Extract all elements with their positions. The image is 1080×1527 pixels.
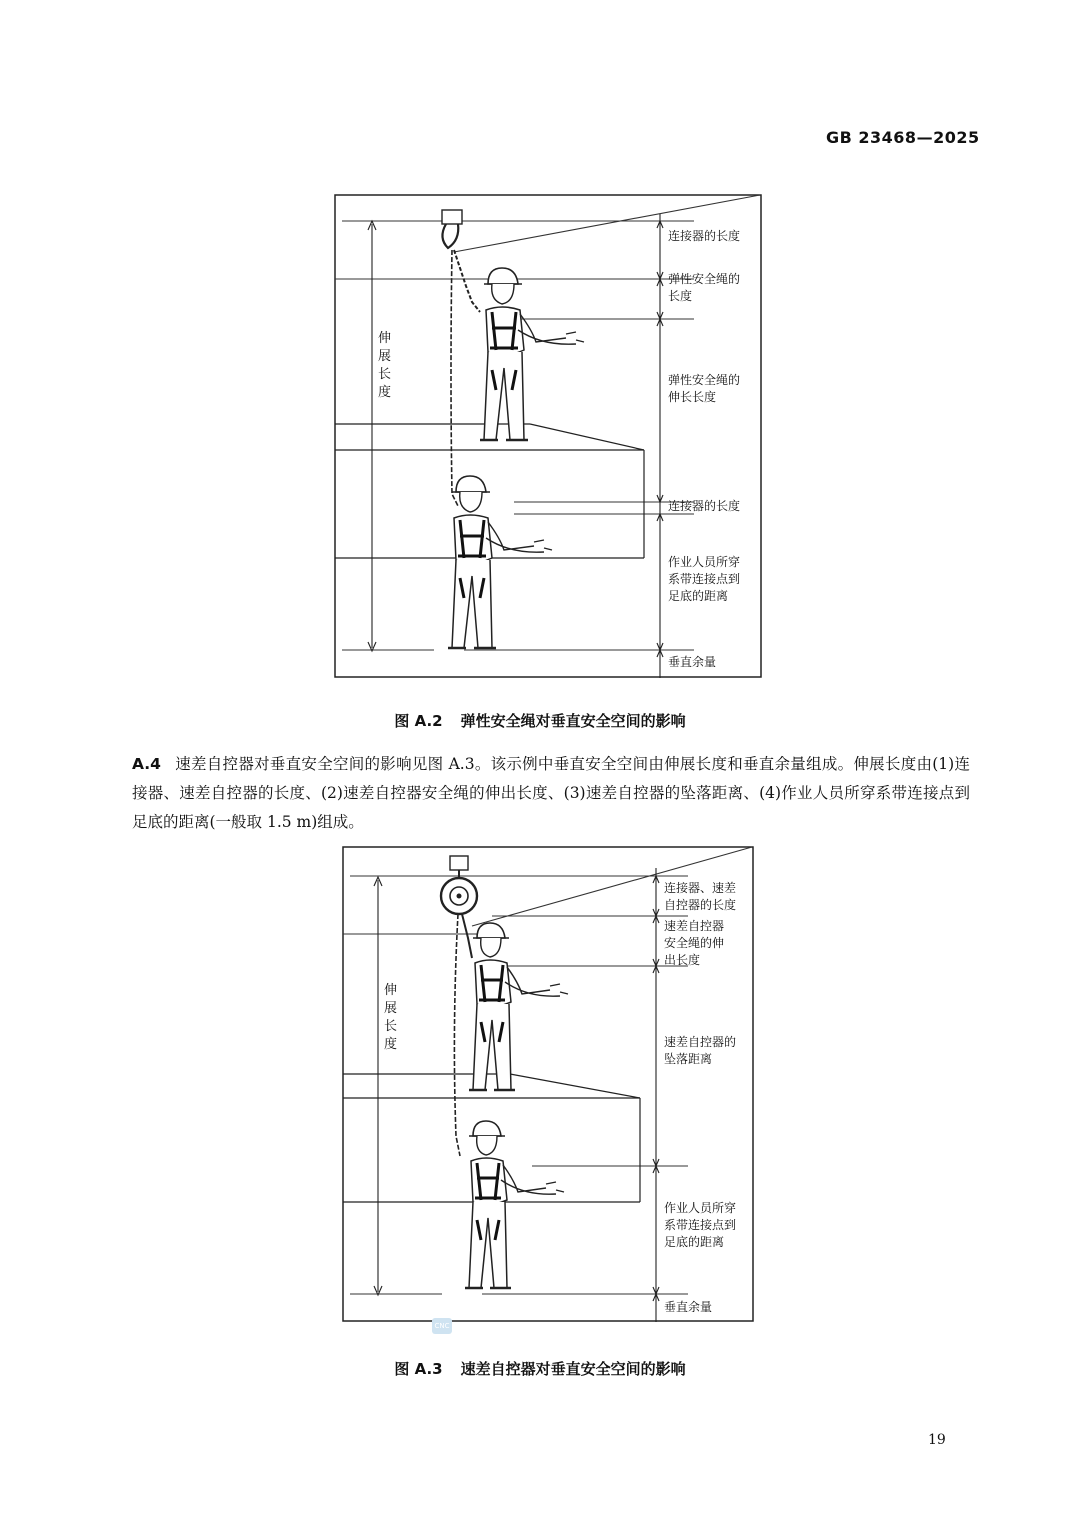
figure-a3-caption-number: 图 A.3	[394, 1360, 443, 1378]
a2-label-rope-length: 弹性安全绳的 长度	[668, 272, 741, 303]
figure-a3-caption	[0, 1358, 1080, 1379]
figure-a2-caption-title: 弹性安全绳对垂直安全空间的影响	[460, 712, 686, 730]
a3-label-vertical-margin: 垂直余量	[664, 1300, 713, 1314]
figure-a2-drawing	[334, 194, 762, 678]
a2-label-rope-elongation: 弹性安全绳的 伸长长度	[668, 373, 741, 404]
figure-a2-caption-number: 图 A.2	[394, 712, 443, 730]
paragraph-a4	[132, 750, 970, 837]
figure-a3-caption-title: 速差自控器对垂直安全空间的影响	[460, 1360, 686, 1378]
a3-label-fall-distance: 速差自控器的 坠落距离	[664, 1035, 737, 1066]
figure-a2	[334, 194, 762, 678]
standard-code: GB 23468—2025	[826, 128, 980, 147]
clause-number: A.4	[132, 755, 161, 773]
a2-label-connector-length-2: 连接器的长度	[668, 499, 741, 513]
paragraph-a4-text: 速差自控器对垂直安全空间的影响见图 A.3。该示例中垂直安全空间由伸展长度和垂直余量组成。伸展长度由(1)连接器、速差自控器的长度、(2)速差自控器安全绳的伸出长度、(3)速差自控器的坠落距离、(4)作业人员所穿系带连接点到足底的距离(一般取 1.5 m)组成。	[132, 755, 970, 831]
a3-label-rope-extension: 速差自控器 安全绳的伸 出长度	[664, 919, 725, 967]
a3-extension-length-label: 伸 展 长 度	[384, 983, 398, 1052]
page-number: 19	[928, 1432, 946, 1448]
a3-label-connector-device-length: 连接器、速差 自控器的长度	[664, 881, 737, 912]
watermark-logo: CNC	[432, 1318, 452, 1334]
a2-label-vertical-margin: 垂直余量	[668, 655, 717, 669]
a2-label-harness-to-foot: 作业人员所穿 系带连接点到 足底的距离	[668, 555, 741, 603]
figure-a2-caption	[0, 710, 1080, 731]
a3-label-harness-to-foot: 作业人员所穿 系带连接点到 足底的距离	[664, 1201, 737, 1249]
figure-a3	[342, 846, 754, 1322]
a2-extension-length-label: 伸 展 长 度	[378, 331, 392, 400]
a2-label-connector-length: 连接器的长度	[668, 229, 741, 243]
